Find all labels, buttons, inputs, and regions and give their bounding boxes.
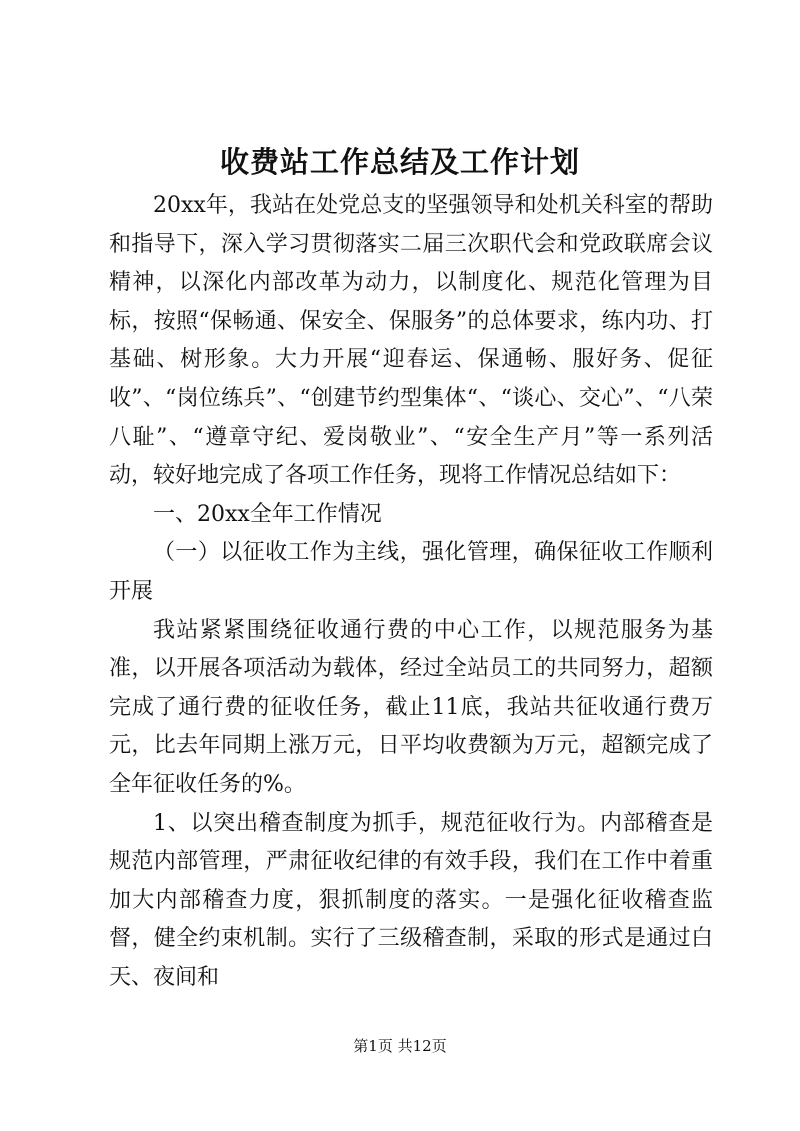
document-body	[109, 187, 713, 997]
section-heading-1: 一、20xx全年工作情况	[153, 501, 382, 527]
inspection-paragraph: 1、以突出稽查制度为抓手，规范征收行为。内部稽查是规范内部管理，严肃征收纪律的有效手段，我们在工作中着重加大内部稽查力度，狠抓制度的落实。一是强化征收稽查监督，健全约束机制。实行了三级稽查制，采取的形式是通过白天、夜间和	[109, 810, 713, 990]
collection-summary-paragraph: 我站紧紧围绕征收通行费的中心工作，以规范服务为基准，以开展各项活动为载体，经过全站员工的共同努力，超额完成了通行费的征收任务，截止11底，我站共征收通行费万元，比去年同期上涨万元，日平均收费额为万元，超额完成了全年征收任务的%。	[109, 617, 713, 797]
intro-paragraph: 20xx年，我站在处党总支的坚强领导和处机关科室的帮助和指导下，深入学习贯彻落实二届三次职代会和党政联席会议精神，以深化内部改革为动力，以制度化、规范化管理为目标，按照“保畅通、保安全、保服务”的总体要求，练内功、打基础、树形象。大力开展“迎春运、保通畅、服好务、促征收”、“岗位练兵”、“创建节约型集体“、“谈心、交心”、“八荣八耻”、“遵章守纪、爱岗敬业”、“安全生产月”等一系列活动，较好地完成了各项工作任务，现将工作情况总结如下：	[109, 193, 713, 489]
page-footer: 第1页 共12页	[353, 1037, 447, 1055]
subsection-heading-1: （一）以征收工作为主线，强化管理，确保征收工作顺利开展	[109, 540, 713, 604]
document-title: 收费站工作总结及工作计划	[219, 145, 580, 179]
